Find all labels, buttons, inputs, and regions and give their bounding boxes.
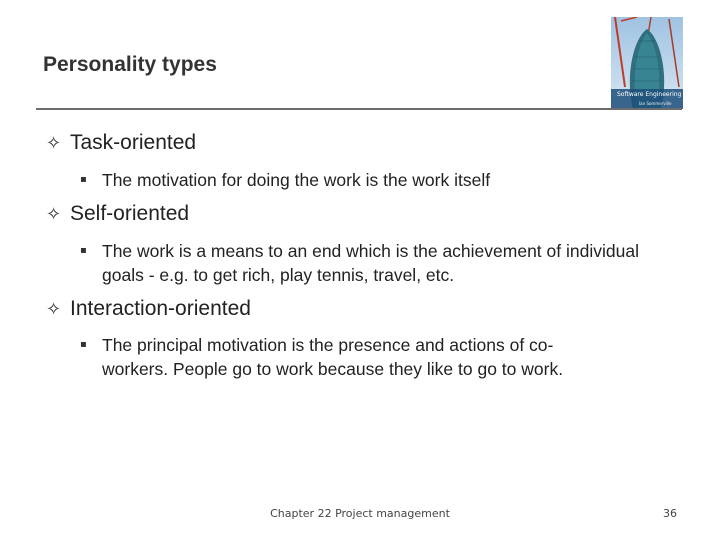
diamond-bullet-icon: ✧ <box>46 133 62 154</box>
title-divider <box>36 108 682 110</box>
book-cover-image <box>611 17 683 109</box>
sub-bullet <box>80 168 642 192</box>
slide-title: Personality types <box>43 53 217 76</box>
bullet-task-oriented <box>46 131 196 155</box>
square-bullet-icon: ▪ <box>80 174 87 185</box>
bullet-text: Self-oriented <box>70 202 190 225</box>
bullet-interaction-oriented <box>46 297 251 321</box>
bullet-text: Interaction-oriented <box>70 297 251 320</box>
cover-author-text: Ian Sommerville <box>639 101 672 106</box>
page-number: 36 <box>663 507 677 520</box>
square-bullet-icon: ▪ <box>80 245 87 256</box>
sub-bullet-text: The work is a means to an end which is the achievement of individual goals - e.g. to get rich, play tennis, travel, etc. <box>102 241 639 285</box>
sub-bullet-text: The motivation for doing the work is the work itself <box>102 170 491 190</box>
bullet-self-oriented <box>46 202 189 226</box>
diamond-bullet-icon: ✧ <box>46 299 62 320</box>
sub-bullet-text: The principal motivation is the presence and actions of co-workers. People go to work because they like to go to work. <box>102 335 564 379</box>
cover-title-text: Software Engineering <box>617 91 682 98</box>
diamond-bullet-icon: ✧ <box>46 204 62 225</box>
sub-bullet <box>80 239 642 287</box>
square-bullet-icon: ▪ <box>80 339 87 350</box>
sub-bullet <box>80 333 612 381</box>
footer-chapter: Chapter 22 Project management <box>270 507 450 520</box>
bullet-text: Task-oriented <box>70 131 197 154</box>
